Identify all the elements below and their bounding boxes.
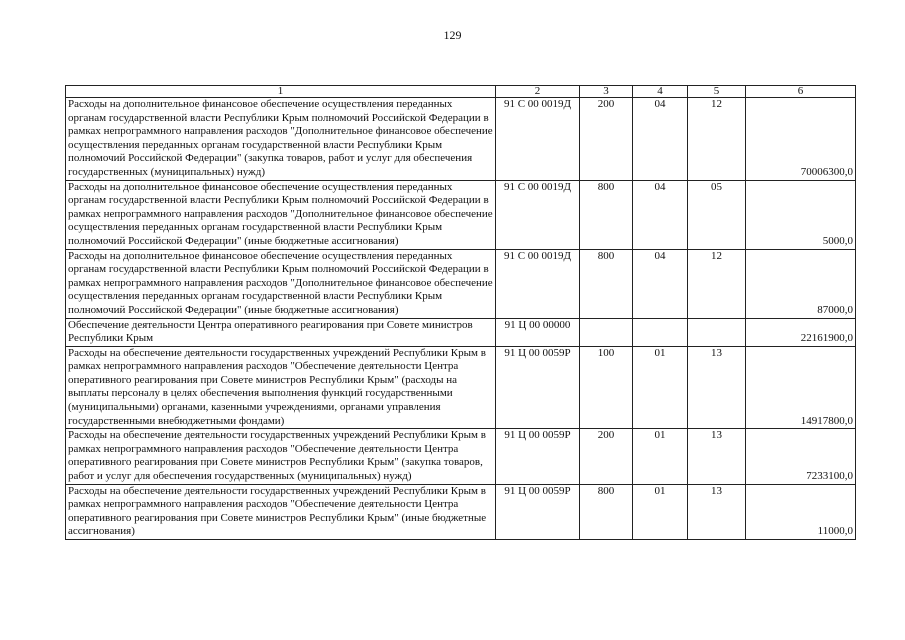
table-row — [66, 484, 856, 539]
row-description: Расходы на обеспечение деятельности государственных учреждений Республики Крым в рамках непрограммного направления расходов "Обеспечение деятельности Центра оперативного реагирования при Совете министров Республики Крым" (расходы на выплаты персоналу в целях обеспечения выполнения функций государственными (муниципальными) органами, казенными учреждениями, органами управления государственными внебюджетными фондами) — [66, 346, 496, 429]
row-amount: 11000,0 — [746, 484, 856, 539]
row-section: 01 — [633, 484, 688, 539]
row-target-code: 91 Ц 00 0059Р — [496, 484, 580, 539]
row-subsection — [688, 318, 746, 346]
row-subsection: 12 — [688, 98, 746, 181]
table-row — [66, 429, 856, 484]
row-description: Расходы на дополнительное финансовое обеспечение осуществления переданных органам государственной власти Республики Крым полномочий Российской Федерации в рамках непрограммного направления расходов "Дополнительное финансовое обеспечение осуществления переданных органам государственной власти Республики Крым полномочий Российской Федерации" (иные бюджетные ассигнования) — [66, 180, 496, 249]
column-header: 3 — [580, 86, 633, 98]
table-row — [66, 180, 856, 249]
row-expense-type: 200 — [580, 98, 633, 181]
row-expense-type: 200 — [580, 429, 633, 484]
row-subsection: 12 — [688, 249, 746, 318]
row-amount: 14917800,0 — [746, 346, 856, 429]
row-subsection: 13 — [688, 429, 746, 484]
column-header: 5 — [688, 86, 746, 98]
row-expense-type: 800 — [580, 180, 633, 249]
row-section — [633, 318, 688, 346]
table-row — [66, 98, 856, 181]
row-section: 04 — [633, 249, 688, 318]
row-section: 01 — [633, 429, 688, 484]
column-header: 6 — [746, 86, 856, 98]
row-section: 04 — [633, 180, 688, 249]
row-subsection: 13 — [688, 346, 746, 429]
row-subsection: 05 — [688, 180, 746, 249]
row-description: Расходы на дополнительное финансовое обеспечение осуществления переданных органам государственной власти Республики Крым полномочий Российской Федерации в рамках непрограммного направления расходов "Дополнительное финансовое обеспечение осуществления переданных органам государственной власти Республики Крым полномочий Российской Федерации" (закупка товаров, работ и услуг для обеспечения государственных (муниципальных) нужд) — [66, 98, 496, 181]
row-amount: 87000,0 — [746, 249, 856, 318]
row-amount: 7233100,0 — [746, 429, 856, 484]
row-section: 01 — [633, 346, 688, 429]
budget-table — [65, 85, 856, 540]
row-target-code: 91 Ц 00 00000 — [496, 318, 580, 346]
row-description: Расходы на обеспечение деятельности государственных учреждений Республики Крым в рамках непрограммного направления расходов "Обеспечение деятельности Центра оперативного реагирования при Совете министров Республики Крым" (закупка товаров, работ и услуг для обеспечения государственных (муниципальных) нужд) — [66, 429, 496, 484]
row-expense-type: 800 — [580, 484, 633, 539]
column-header: 4 — [633, 86, 688, 98]
row-target-code: 91 С 00 0019Д — [496, 180, 580, 249]
row-amount: 5000,0 — [746, 180, 856, 249]
row-expense-type: 100 — [580, 346, 633, 429]
row-target-code: 91 Ц 00 0059Р — [496, 346, 580, 429]
table-row — [66, 249, 856, 318]
column-header: 2 — [496, 86, 580, 98]
row-target-code: 91 Ц 00 0059Р — [496, 429, 580, 484]
row-target-code: 91 С 00 0019Д — [496, 98, 580, 181]
table-header-row — [66, 86, 856, 98]
row-amount: 70006300,0 — [746, 98, 856, 181]
row-description: Расходы на обеспечение деятельности государственных учреждений Республики Крым в рамках непрограммного направления расходов "Обеспечение деятельности Центра оперативного реагирования при Совете министров Республики Крым" (иные бюджетные ассигнования) — [66, 484, 496, 539]
row-target-code: 91 С 00 0019Д — [496, 249, 580, 318]
column-header: 1 — [66, 86, 496, 98]
row-description: Обеспечение деятельности Центра оперативного реагирования при Совете министров Республики Крым — [66, 318, 496, 346]
table-row — [66, 346, 856, 429]
page-number: 129 — [443, 28, 462, 42]
table-row — [66, 318, 856, 346]
row-expense-type — [580, 318, 633, 346]
row-amount: 22161900,0 — [746, 318, 856, 346]
row-description: Расходы на дополнительное финансовое обеспечение осуществления переданных органам государственной власти Республики Крым полномочий Российской Федерации в рамках непрограммного направления расходов "Дополнительное финансовое обеспечение осуществления переданных органам государственной власти Республики Крым полномочий Российской Федерации" (иные бюджетные ассигнования) — [66, 249, 496, 318]
row-expense-type: 800 — [580, 249, 633, 318]
row-subsection: 13 — [688, 484, 746, 539]
row-section: 04 — [633, 98, 688, 181]
